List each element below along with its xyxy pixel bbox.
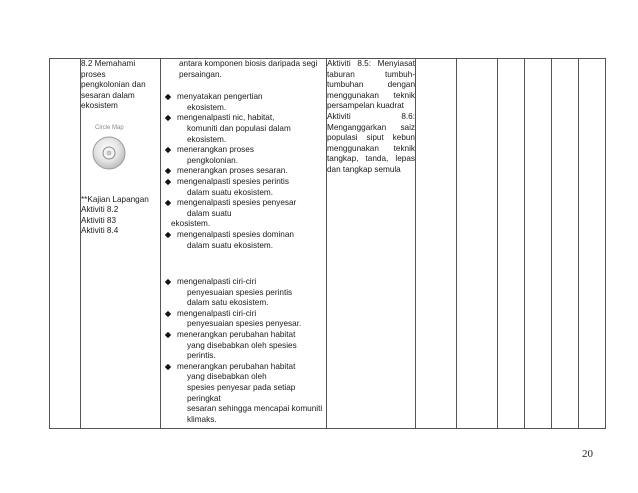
activity-word: persampelan kuadrat <box>327 101 404 111</box>
list-item-line: mengenalpasti spesies perintis <box>177 176 289 186</box>
note-line: Aktiviti 83 <box>81 215 117 225</box>
list-item-line: dalam satu ekosistem. <box>187 298 269 308</box>
outcomes-group-1 <box>161 92 326 251</box>
list-item-line: spesies penyesar pada setiap peringkat <box>187 383 296 403</box>
list-item-line: penyesuaian spesies penyesar. <box>187 319 302 329</box>
activity-word: dengan <box>387 80 415 90</box>
list-item-line: sesaran sehingga mencapai komuniti <box>187 404 323 414</box>
activity-line <box>327 70 415 81</box>
activity-word: kebun <box>392 133 415 143</box>
activity-word: 8.5: <box>357 59 371 68</box>
topic-title <box>81 59 160 112</box>
activity-word: menggunakan <box>327 143 379 153</box>
activity-word: siput <box>366 133 384 143</box>
list-item-line: ekosistem. <box>187 134 227 144</box>
diamond-bullet-icon <box>165 147 171 153</box>
list-item <box>161 145 326 166</box>
activity-8-5 <box>327 59 415 112</box>
empty-cell <box>457 59 498 429</box>
activity-line <box>327 80 415 91</box>
list-item-line: menerangkan proses <box>177 145 254 155</box>
list-item-line: perintis. <box>187 351 216 361</box>
intro-line: persaingan. <box>179 69 222 79</box>
list-item-line: menerangkan proses sesaran. <box>177 166 288 176</box>
activity-word: Aktiviti <box>327 59 351 68</box>
list-item <box>161 198 326 219</box>
note-line: **Kajian Lapangan <box>81 194 149 204</box>
activity-word: tumbuh- <box>384 69 415 79</box>
diamond-bullet-icon <box>165 115 171 121</box>
list-item <box>161 113 326 145</box>
list-item-line: dalam suatu ekosistem. <box>187 240 274 250</box>
diamond-bullet-icon <box>165 311 171 317</box>
list-item-line: yang disebabkan oleh <box>187 372 267 382</box>
activity-word: Menganggarkan <box>327 122 387 132</box>
empty-cell <box>525 59 552 429</box>
activity-word: teknik <box>393 90 415 100</box>
list-item <box>161 177 326 198</box>
table-row <box>50 59 606 429</box>
diamond-bullet-icon <box>165 94 171 100</box>
topic-title-line: sesaran dalam <box>81 90 135 100</box>
activity-line <box>327 112 415 123</box>
activity-word: tanda, <box>365 154 389 164</box>
outcomes-cell <box>161 59 327 429</box>
empty-cell <box>498 59 525 429</box>
activity-word: menggunakan <box>327 90 379 100</box>
list-item-line: yang disebabkan oleh spesies <box>187 340 297 350</box>
list-item-line: komuniti dan populasi dalam <box>187 123 291 133</box>
list-item-line: mengenalpasti ciri-ciri <box>177 277 257 287</box>
diamond-bullet-icon <box>165 332 171 338</box>
intro-line: antara komponen biosis daripada segi <box>179 59 318 68</box>
list-item <box>161 277 326 309</box>
list-item-line: mengenalpasti nic, habitat, <box>177 113 275 123</box>
list-item-tail: ekosistem. <box>171 219 211 229</box>
topic-title-line: proses <box>81 69 106 79</box>
list-item <box>161 92 326 113</box>
activity-word: 8.6: <box>401 111 415 121</box>
topic-title-line: pengkolonian dan <box>81 80 146 90</box>
note-line: Aktiviti 8.4 <box>81 226 119 236</box>
activity-word: saiz <box>400 122 415 132</box>
list-item-line: ekosistem. <box>187 102 227 112</box>
list-item-line: menerangkan perubahan habitat <box>177 330 296 340</box>
week-cell <box>50 59 81 429</box>
activity-word: tumbuhan <box>327 80 364 90</box>
topic-notes <box>81 195 160 237</box>
circle-map-icon <box>91 135 127 171</box>
diamond-bullet-icon <box>165 200 171 206</box>
diamond-bullet-icon <box>165 279 171 285</box>
circle-map-label: Circle Map <box>95 124 124 131</box>
activity-word: Aktiviti <box>327 111 351 121</box>
list-item-line: menerangkan perubahan habitat <box>177 361 296 371</box>
activity-line <box>327 123 415 134</box>
empty-cell <box>552 59 579 429</box>
list-item-line: menyatakan pengertian <box>177 92 263 102</box>
activity-line <box>327 133 415 144</box>
list-item <box>161 330 326 362</box>
outcomes-intro <box>161 59 326 80</box>
list-item-line: dalam suatu ekosistem. <box>187 187 274 197</box>
list-item-line: klimaks. <box>187 414 217 424</box>
list-item <box>161 362 326 426</box>
topic-title-line: ekosistem <box>81 101 118 111</box>
activity-word: tangkap, <box>327 154 359 164</box>
list-item-line: mengenalpasti spesies dominan <box>177 229 294 239</box>
activity-line <box>327 59 415 70</box>
empty-cell <box>416 59 457 429</box>
topic-title-line: 8.2 Memahami <box>81 59 136 68</box>
activity-word: teknik <box>393 143 415 153</box>
list-item-line: mengenalpasti ciri-ciri <box>177 308 257 318</box>
diamond-bullet-icon <box>165 168 171 174</box>
activity-8-6 <box>327 112 415 176</box>
diamond-bullet-icon <box>165 232 171 238</box>
activity-word: Menyiasat <box>377 59 415 68</box>
activity-line <box>327 101 415 112</box>
topic-cell <box>81 59 161 429</box>
diamond-bullet-icon <box>165 179 171 185</box>
list-item-line: dalam suatu <box>187 208 232 218</box>
activity-line <box>327 154 415 165</box>
activity-line <box>327 91 415 102</box>
list-item-line: pengkolonian. <box>187 155 238 165</box>
note-line: Aktiviti 8.2 <box>81 205 119 215</box>
list-item <box>161 230 326 251</box>
list-item-line: mengenalpasti spesies penyesar <box>177 198 297 208</box>
activity-line <box>327 165 415 176</box>
activity-word: populasi <box>327 133 358 143</box>
activity-word: dan tangkap semula <box>327 164 401 174</box>
activity-word: taburan <box>327 69 355 79</box>
activity-word: lepas <box>395 154 415 164</box>
list-item-line: penyesuaian spesies perintis <box>187 287 293 297</box>
empty-cell <box>579 59 606 429</box>
page-number: 20 <box>582 448 593 460</box>
lesson-plan-table <box>49 58 606 429</box>
activities-cell <box>327 59 416 429</box>
list-item <box>161 309 326 330</box>
list-item <box>161 166 326 177</box>
circle-map-figure <box>81 124 160 175</box>
outcomes-group-2 <box>161 277 326 425</box>
activity-line <box>327 144 415 155</box>
diamond-bullet-icon <box>165 364 171 370</box>
